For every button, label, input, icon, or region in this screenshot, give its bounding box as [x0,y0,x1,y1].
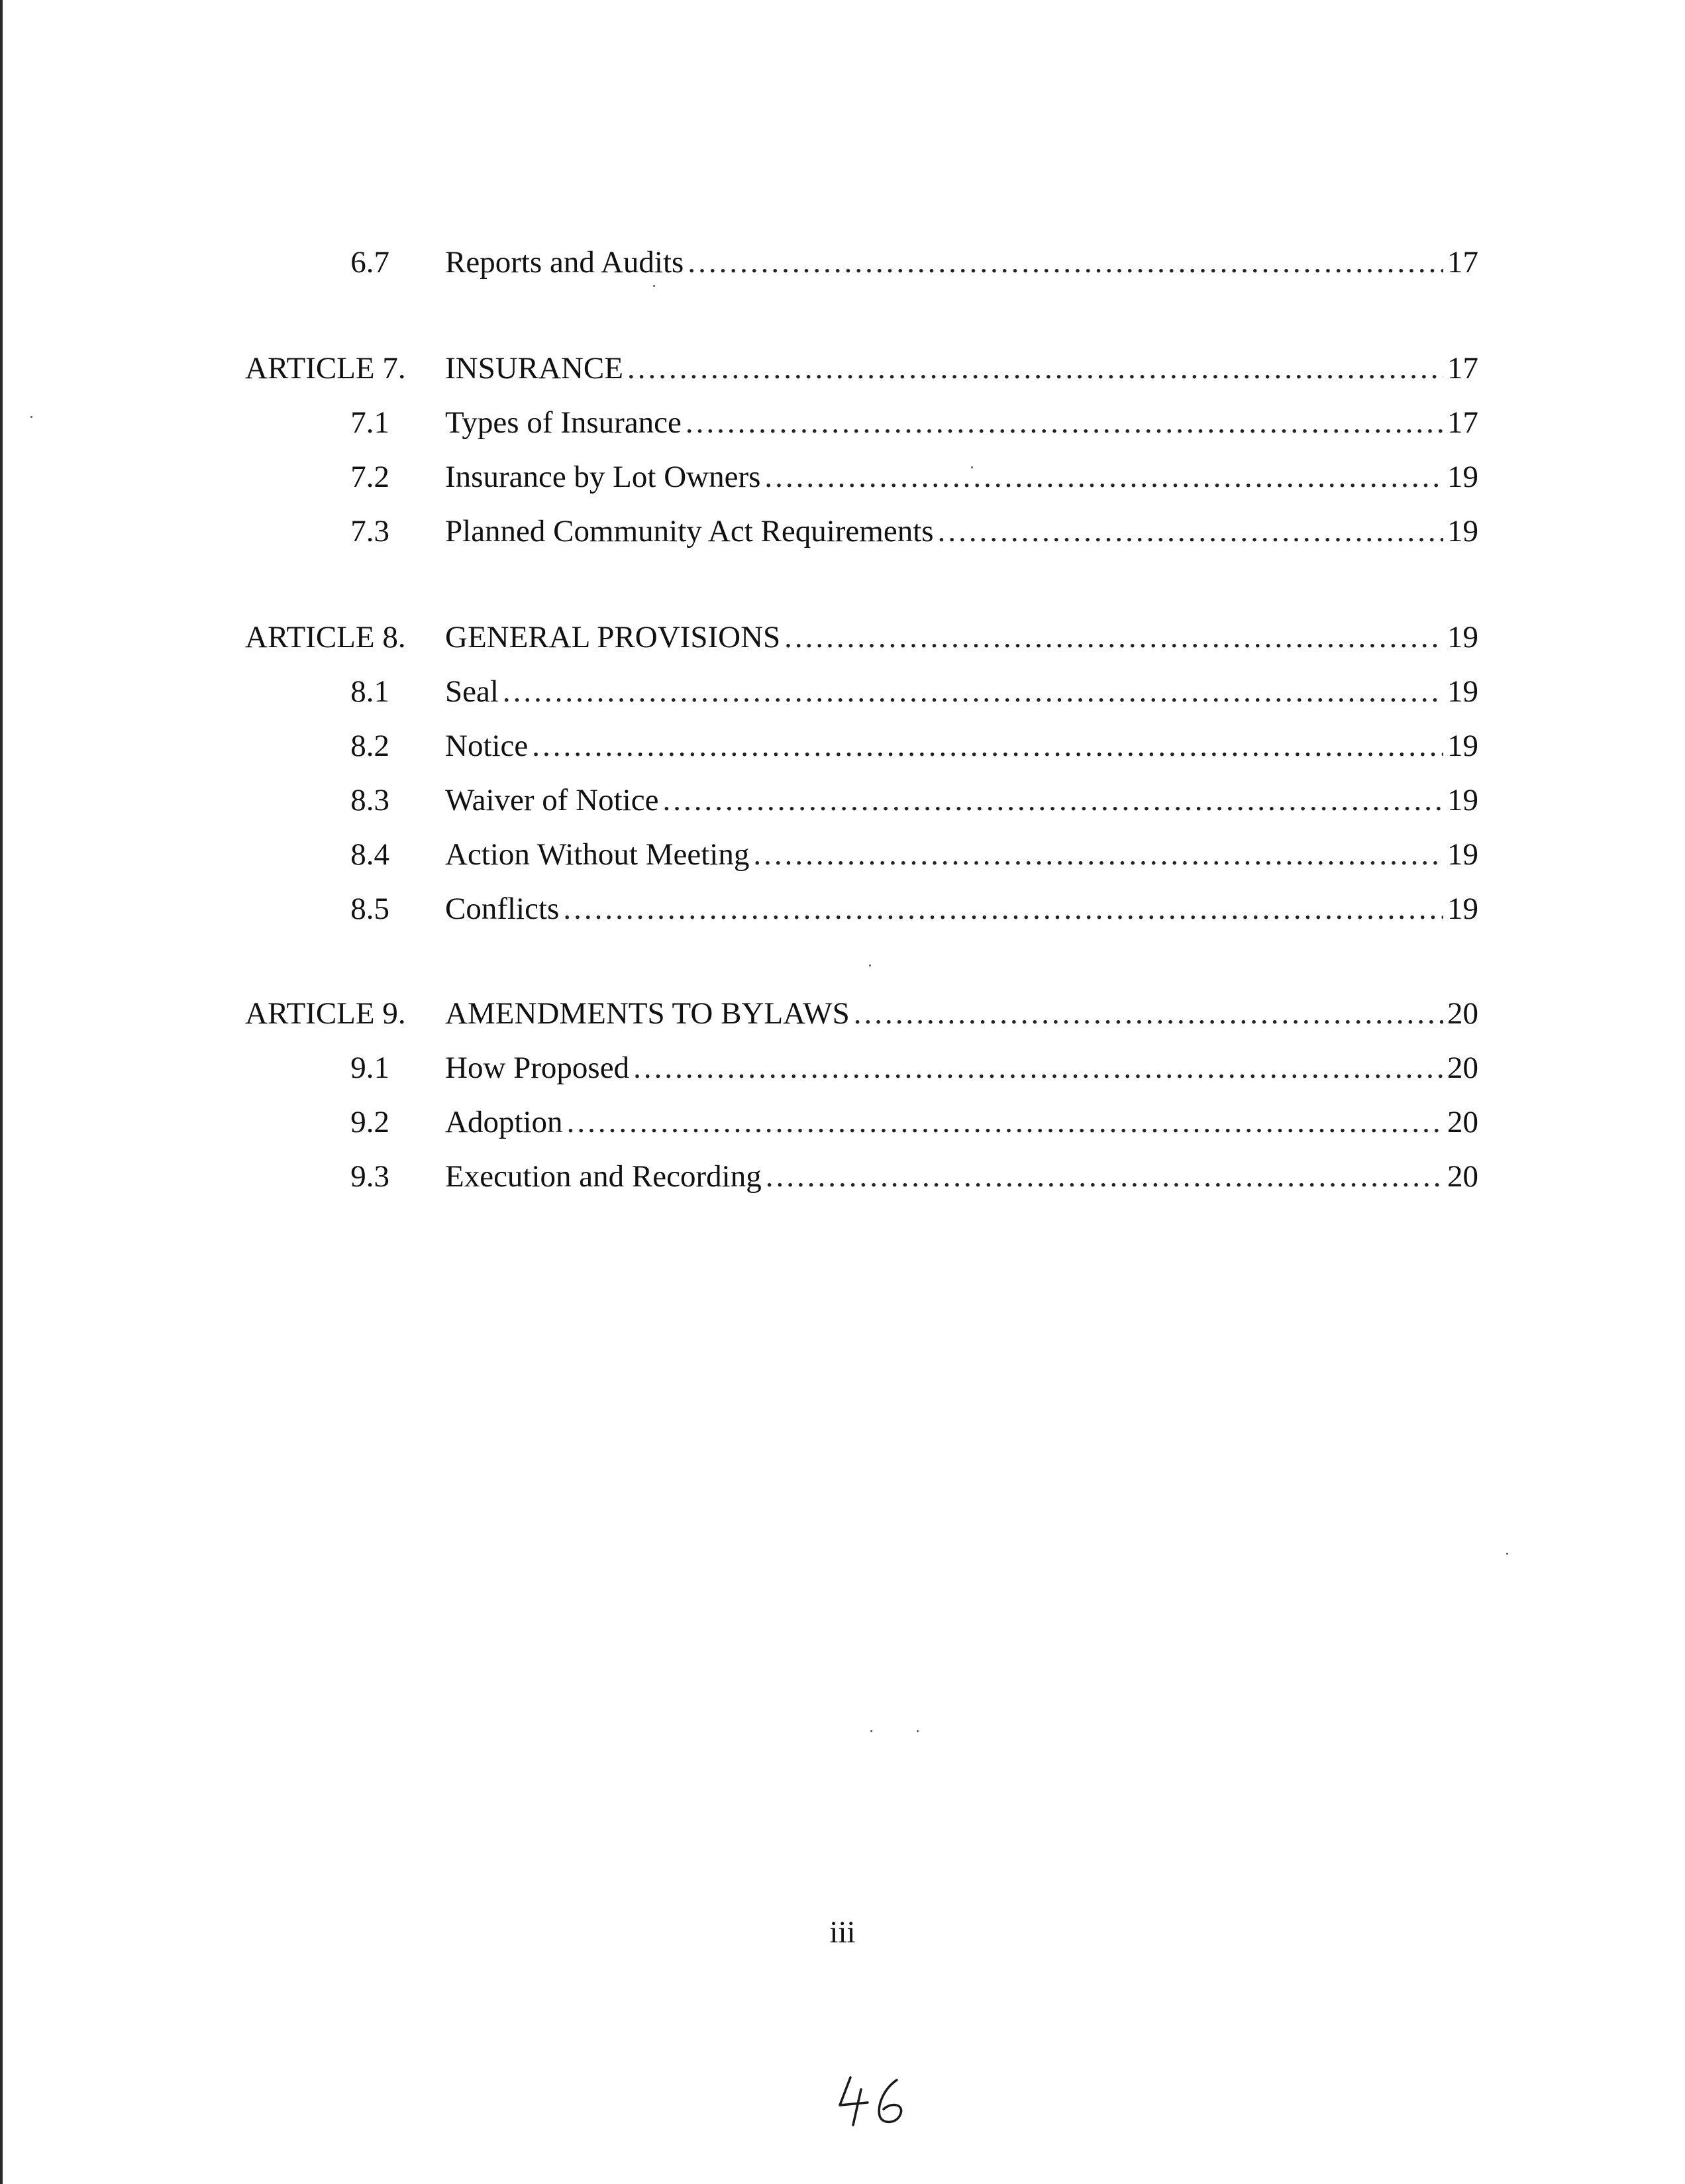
toc-entry [0,835,1685,874]
dot-leader [938,511,1443,551]
dot-leader [753,835,1443,874]
toc-entry-number: 9.3 [350,1159,389,1194]
dot-leader [854,994,1443,1033]
toc-entry-title: Seal [445,674,499,709]
dot-leader [503,672,1443,711]
toc-entry-page: 17 [1447,245,1478,280]
toc-entry-page: 20 [1447,996,1478,1031]
toc-entry-line [445,457,1478,497]
toc-article-title: GENERAL PROVISIONS [445,620,781,654]
toc-entry-line [445,1102,1478,1142]
toc-entry-number: 7.3 [350,514,389,548]
toc-entry-title: Conflicts [445,892,560,926]
toc-entry-line [445,672,1478,711]
toc-entry [0,780,1685,820]
toc-entry-title: Waiver of Notice [445,783,659,817]
toc-entry-page: 20 [1447,1159,1478,1194]
toc-entry-page: 19 [1447,674,1478,709]
toc-entry [0,889,1685,929]
toc-entry-number: 8.1 [350,674,389,709]
toc-entry-line [445,1048,1478,1088]
toc-entry-line [445,889,1478,929]
toc-entry [0,242,1685,282]
toc-entry-title: Types of Insurance [445,405,682,440]
toc-entry-line [445,511,1478,551]
toc-article-entry [0,617,1685,657]
dot-leader [563,889,1443,929]
toc-entry [0,403,1685,442]
scan-left-edge [0,0,3,2184]
toc-entry-line [445,726,1478,766]
scan-speck [917,1730,919,1732]
toc-entry-number: 9.1 [350,1051,389,1085]
toc-entry-title: Reports and Audits [445,245,684,280]
toc-entry [0,1048,1685,1088]
toc-entry [0,1157,1685,1196]
toc-entry-page: 19 [1447,460,1478,494]
dot-leader [633,1048,1443,1088]
toc-entry-page: 19 [1447,783,1478,817]
dot-leader [662,780,1443,820]
toc-entry-page: 17 [1447,351,1478,386]
toc-entry-page: 20 [1447,1051,1478,1085]
toc-entry-line [445,242,1478,282]
toc-entry-page: 19 [1447,514,1478,548]
dot-leader [532,726,1443,766]
toc-entry-title: Insurance by Lot Owners [445,460,761,494]
toc-entry-number: 8.5 [350,892,389,926]
toc-entry-number: 8.3 [350,783,389,817]
toc-entry-page: 19 [1447,837,1478,872]
dot-leader [766,1157,1443,1196]
toc-entry-title: Planned Community Act Requirements [445,514,934,548]
toc-entry-line [445,1157,1478,1196]
toc-entry-page: 19 [1447,620,1478,654]
toc-entry [0,511,1685,551]
toc-entry-number: 8.4 [350,837,389,872]
toc-article-number: ARTICLE 9. [245,996,406,1031]
toc-article-number: ARTICLE 8. [245,620,406,654]
toc-entry-number: 7.2 [350,460,389,494]
scan-speck [870,1730,872,1732]
toc-entry [0,457,1685,497]
scan-speck [653,285,655,287]
toc-article-title: INSURANCE [445,351,623,386]
handwritten-page-number [836,2072,922,2132]
dot-leader [686,403,1443,442]
toc-entry-line [445,835,1478,874]
dot-leader [567,1102,1443,1142]
toc-entry-title: Notice [445,729,529,763]
toc-entry-line [445,994,1478,1033]
toc-entry-number: 8.2 [350,729,389,763]
toc-entry-page: 20 [1447,1105,1478,1139]
toc-entry-number: 7.1 [350,405,389,440]
toc-entry-title: How Proposed [445,1051,630,1085]
scan-speck [1506,1553,1508,1555]
toc-entry-title: Execution and Recording [445,1159,762,1194]
toc-entry-line [445,780,1478,820]
toc-entry-line [445,348,1478,388]
dot-leader [764,457,1443,497]
toc-entry-number: 9.2 [350,1105,389,1139]
toc-entry [0,726,1685,766]
toc-article-entry [0,348,1685,388]
scan-speck [869,964,871,966]
toc-entry-line [445,617,1478,657]
toc-article-entry [0,994,1685,1033]
toc-entry-title: Action Without Meeting [445,837,750,872]
toc-entry [0,672,1685,711]
dot-leader [627,348,1443,388]
page-number-roman: iii [829,1915,856,1950]
toc-entry-line [445,403,1478,442]
toc-entry-number: 6.7 [350,245,389,280]
dot-leader [688,242,1443,282]
toc-entry-page: 17 [1447,405,1478,440]
toc-entry-title: Adoption [445,1105,563,1139]
dot-leader [784,617,1443,657]
toc-entry-page: 19 [1447,729,1478,763]
scan-speck [30,416,32,418]
toc-entry [0,1102,1685,1142]
toc-article-title: AMENDMENTS TO BYLAWS [445,996,850,1031]
toc-article-number: ARTICLE 7. [245,351,406,386]
toc-entry-page: 19 [1447,892,1478,926]
scan-speck [971,466,973,468]
